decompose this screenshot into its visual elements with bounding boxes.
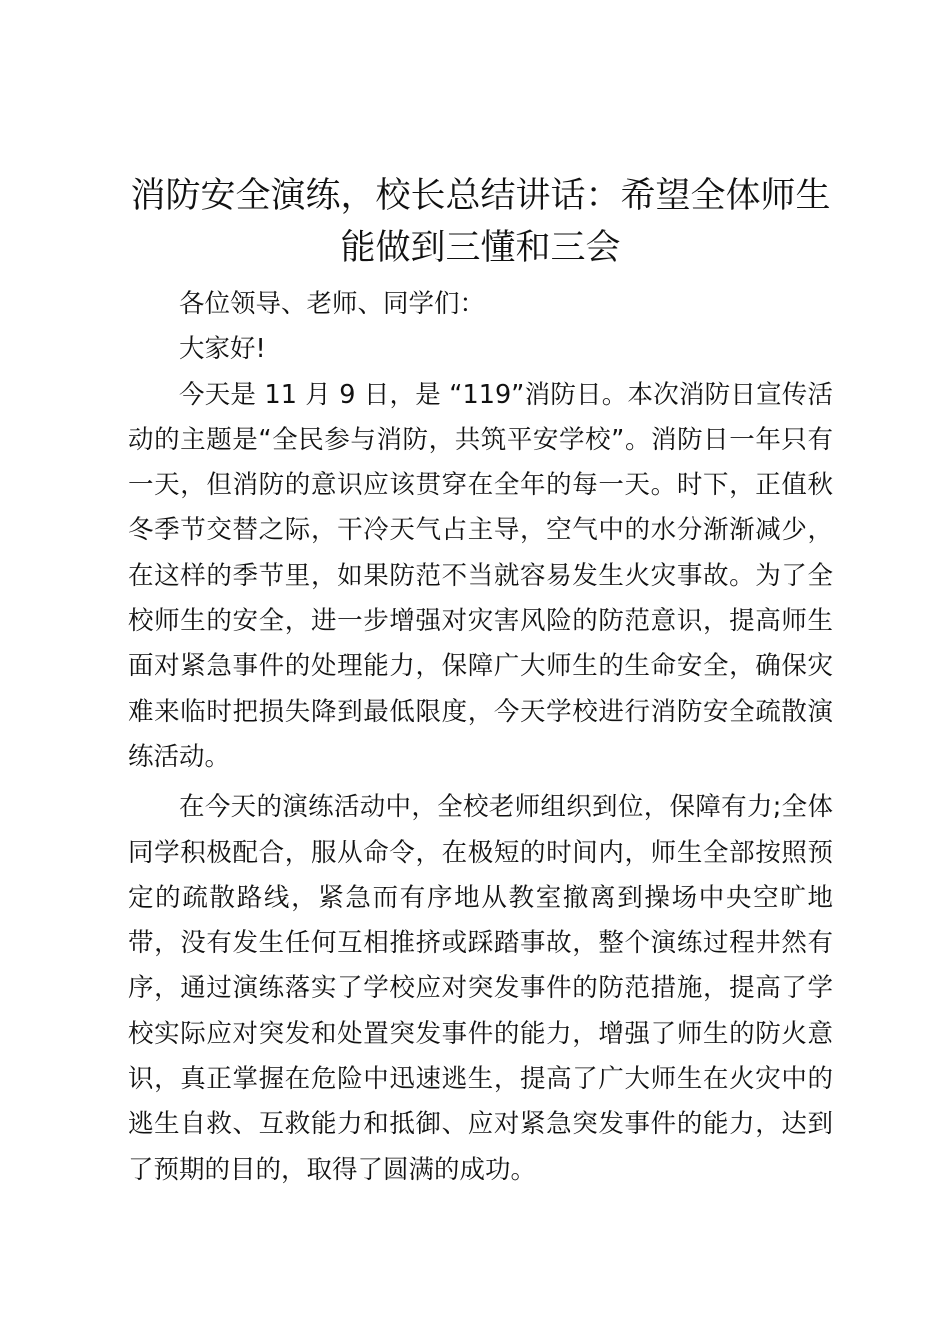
document-body	[128, 282, 833, 1193]
document-title	[128, 170, 833, 274]
document-title-line-2: 能做到三懂和三会	[340, 228, 621, 268]
greeting: 大家好!	[179, 334, 266, 365]
paragraph-1: 今天是 11 月 9 日，是 “119”消防日。本次消防日宣传活动的主题是“全民参与消防，共筑平安学校”。消防日一年只有一天，但消防的意识应该贯穿在全年的每一天。时下，正值秋冬季节交替之际，干冷天气占主导，空气中的水分渐渐减少，在这样的季节里，如果防范不当就容易发生火灾事故。为了全校师生的安全，进一步增强对灾害风险的防范意识，提高师生面对紧急事件的处理能力，保障广大师生的生命安全，确保灾难来临时把损失降到最低限度，今天学校进行消防安全疏散演练活动。	[128, 379, 833, 772]
salutation: 各位领导、老师、同学们：	[179, 289, 486, 319]
document-title-line-1: 消防安全演练，校长总结讲话：希望全体师生	[130, 176, 831, 216]
paragraph-2: 在今天的演练活动中，全校老师组织到位，保障有力;全体同学积极配合，服从命令，在极短的时间内，师生全部按照预定的疏散路线，紧急而有序地从教室撤离到操场中央空旷地带，没有发生任何互相推挤或踩踏事故，整个演练过程井然有序，通过演练落实了学校应对突发事件的防范措施，提高了学校实际应对突发和处置突发事件的能力，增强了师生的防火意识，真正掌握在危险中迅速逃生，提高了广大师生在火灾中的逃生自救、互救能力和抵御、应对紧急突发事件的能力，达到了预期的目的，取得了圆满的成功。	[128, 792, 833, 1185]
document-page	[128, 170, 833, 1193]
